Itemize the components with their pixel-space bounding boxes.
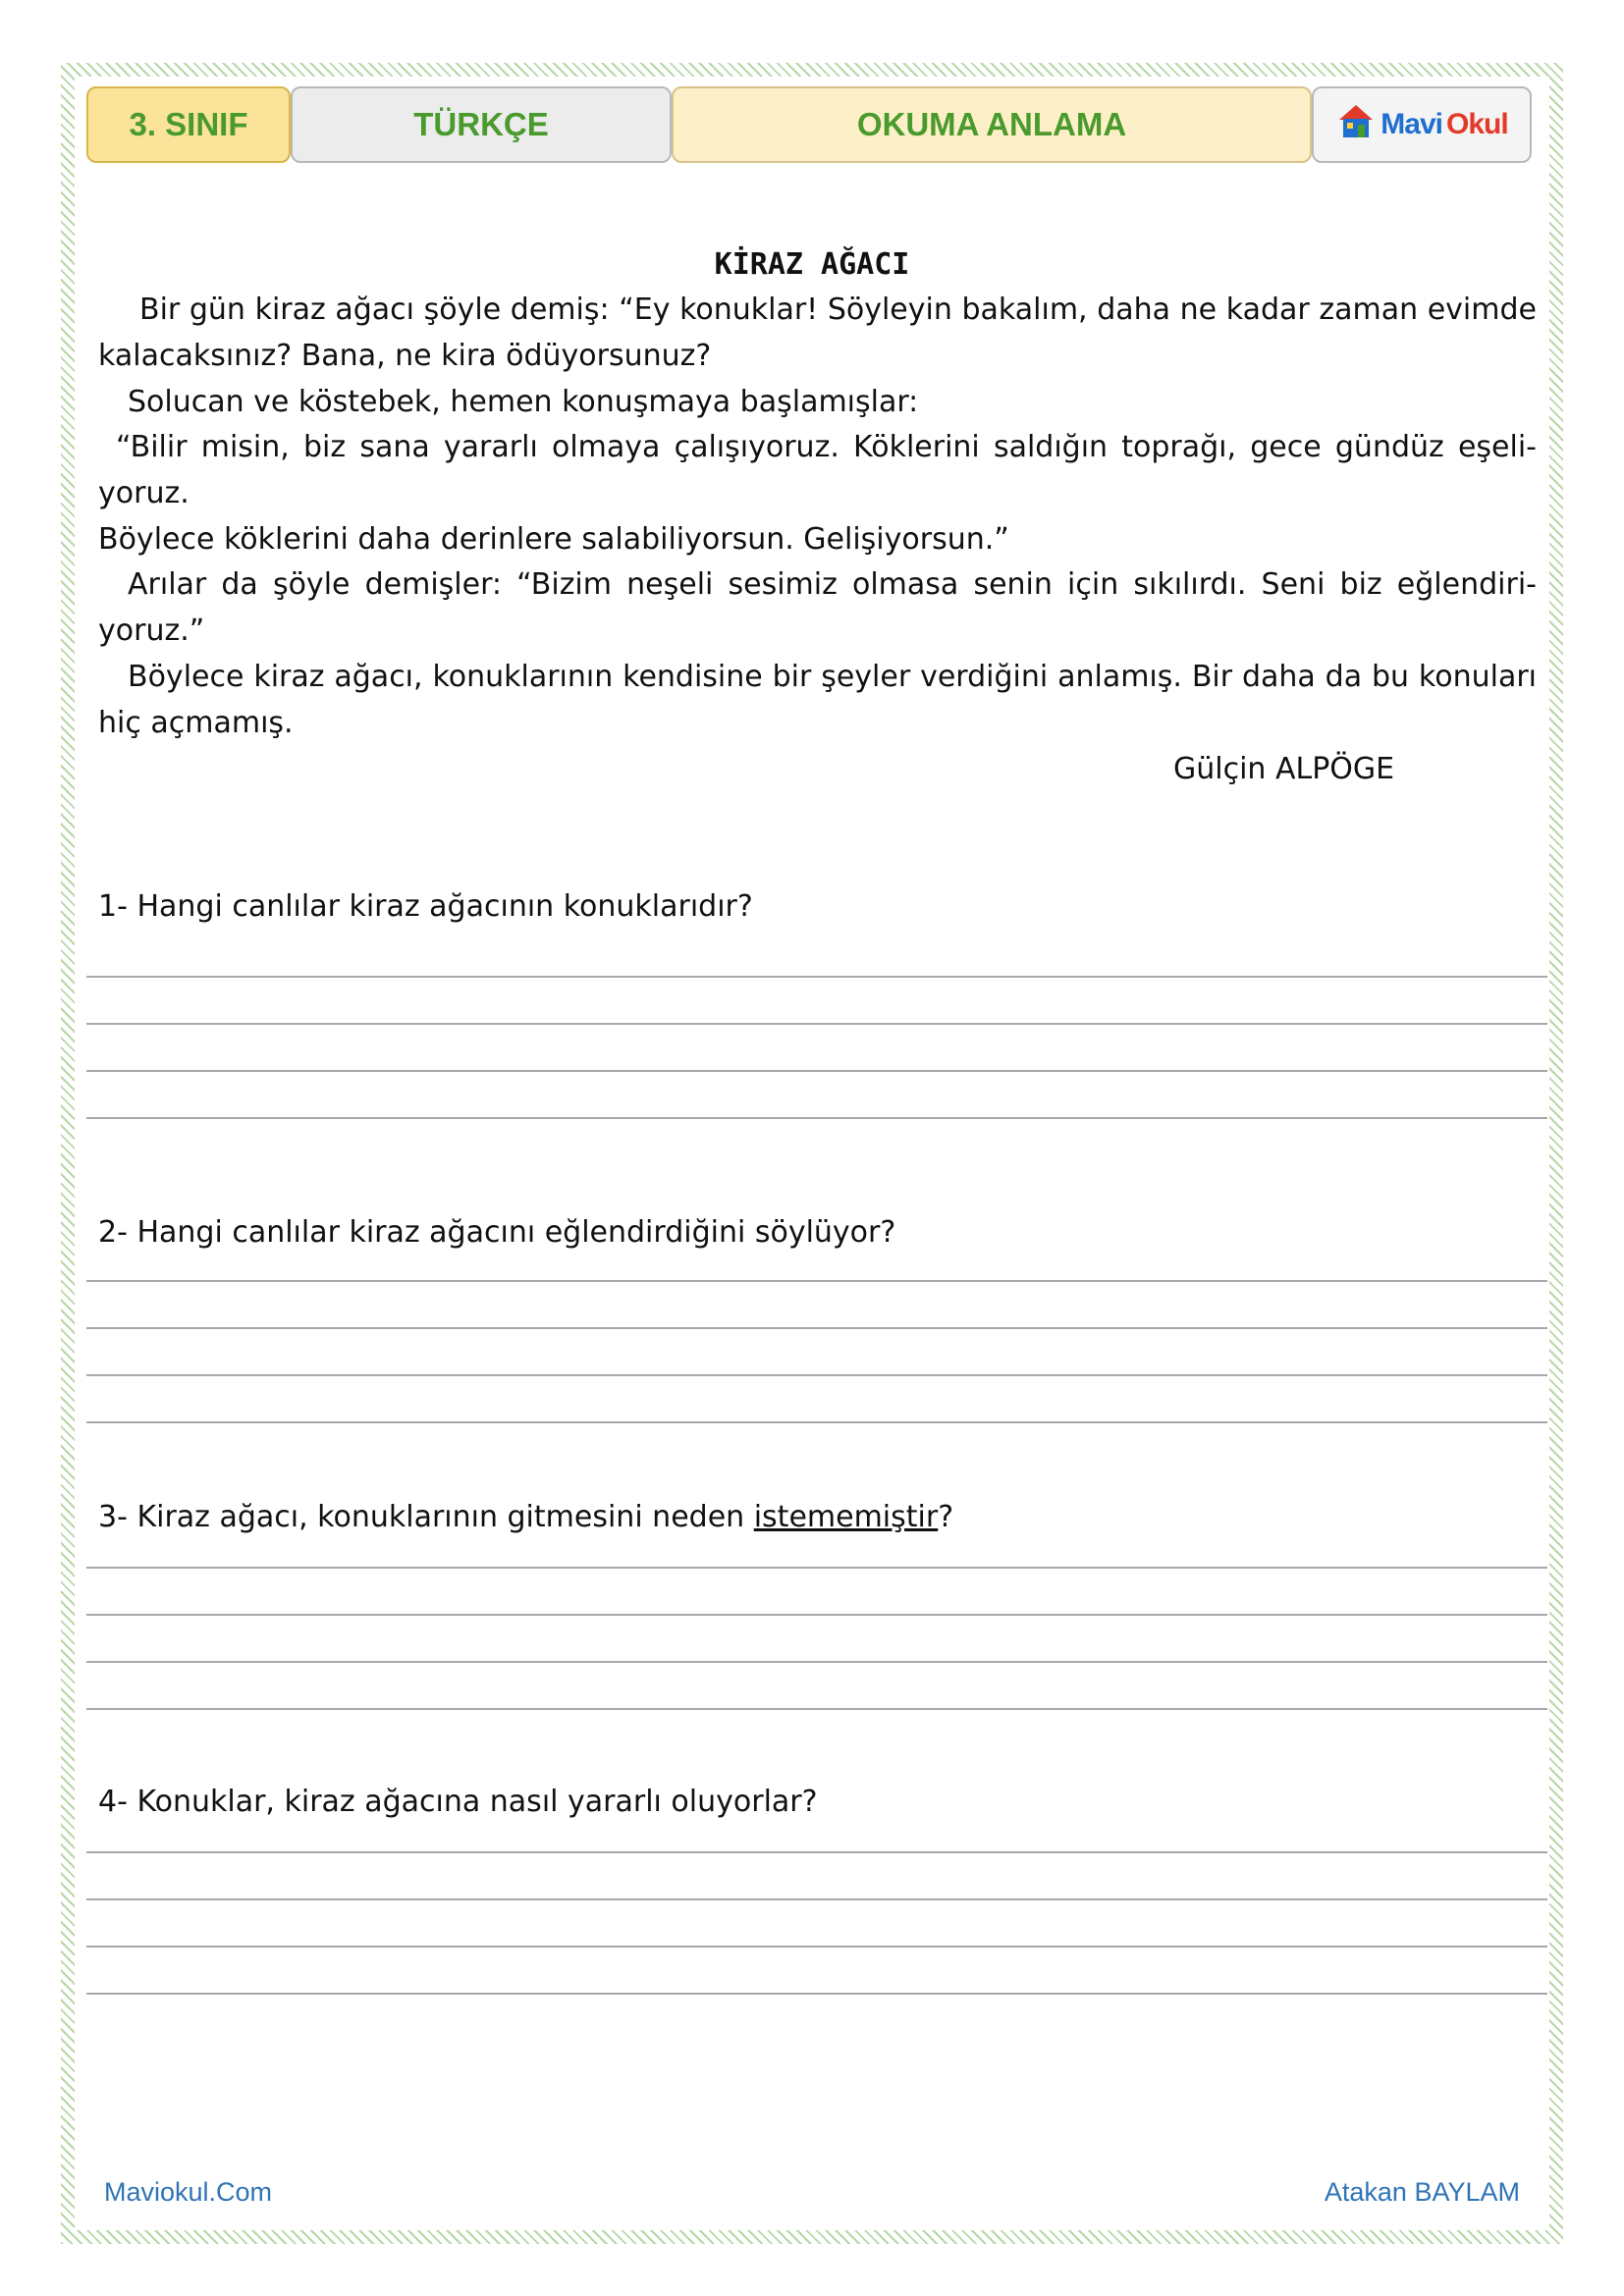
story-line: “Bilir misin, biz sana yararlı olmaya çalışıyoruz. Köklerini saldığın toprağı, gece gündüz eşeli-: [116, 430, 1537, 464]
story-line: yoruz.”: [98, 614, 205, 648]
story-line: hiç açmamış.: [98, 706, 294, 740]
answer-line[interactable]: [86, 1708, 1547, 1710]
story-line: Böylece kiraz ağacı, konuklarının kendisine bir şeyler verdiğini anlamış. Bir daha da bu konuları: [128, 660, 1537, 694]
story-line: kalacaksınız? Bana, ne kira ödüyorsunuz?: [98, 339, 712, 373]
answer-line[interactable]: [86, 1023, 1547, 1025]
footer-author: Atakan BAYLAM: [1324, 2177, 1520, 2207]
logo-text-okul: Okul: [1446, 108, 1508, 140]
grade-label: 3. SINIF: [86, 86, 291, 163]
logo-text-mavi: Mavi: [1380, 108, 1442, 140]
question-1: 1- Hangi canlılar kiraz ağacının konuklarıdır?: [98, 889, 753, 924]
answer-line[interactable]: [86, 1374, 1547, 1376]
answer-line[interactable]: [86, 1946, 1547, 1948]
question-3-underlined: istememiştir: [753, 1500, 939, 1534]
answer-line[interactable]: [86, 976, 1547, 978]
author-name: Gülçin ALPÖGE: [1173, 752, 1395, 786]
story-title: KİRAZ AĞACI: [714, 247, 910, 282]
story-line: Bir gün kiraz ağacı şöyle demiş: “Ey konuklar! Söyleyin bakalım, daha ne kadar zaman evimde: [139, 293, 1537, 327]
answer-line[interactable]: [86, 1327, 1547, 1329]
answer-line[interactable]: [86, 1421, 1547, 1423]
answer-line[interactable]: [86, 1614, 1547, 1616]
maviokul-logo: [1312, 86, 1532, 163]
answer-line[interactable]: [86, 1851, 1547, 1853]
answer-line[interactable]: [86, 1117, 1547, 1119]
question-3-text: 3- Kiraz ağacı, konuklarının gitmesini neden: [98, 1500, 754, 1534]
story-line: Arılar da şöyle demişler: “Bizim neşeli sesimiz olmasa senin için sıkılırdı. Seni biz eğlendiri-: [128, 567, 1537, 602]
story-line: Böylece köklerini daha derinlere salabiliyorsun. Gelişiyorsun.”: [98, 522, 1009, 557]
house-icon: [1335, 102, 1377, 147]
answer-line[interactable]: [86, 1280, 1547, 1282]
answer-line[interactable]: [86, 1567, 1547, 1569]
question-2: 2- Hangi canlılar kiraz ağacını eğlendirdiğini söylüyor?: [98, 1215, 896, 1250]
question-3-mark: ?: [938, 1500, 954, 1534]
topic-label: OKUMA ANLAMA: [672, 86, 1312, 163]
footer-website[interactable]: Maviokul.Com: [104, 2177, 273, 2207]
answer-line[interactable]: [86, 1898, 1547, 1900]
question-4: 4- Konuklar, kiraz ağacına nasıl yararlı oluyorlar?: [98, 1785, 818, 1819]
story-line: Solucan ve köstebek, hemen konuşmaya başlamışlar:: [128, 385, 919, 419]
question-3: [98, 1500, 953, 1534]
subject-label: TÜRKÇE: [291, 86, 672, 163]
answer-line[interactable]: [86, 1993, 1547, 1995]
answer-line[interactable]: [86, 1070, 1547, 1072]
story-line: yoruz.: [98, 476, 189, 510]
answer-line[interactable]: [86, 1661, 1547, 1663]
